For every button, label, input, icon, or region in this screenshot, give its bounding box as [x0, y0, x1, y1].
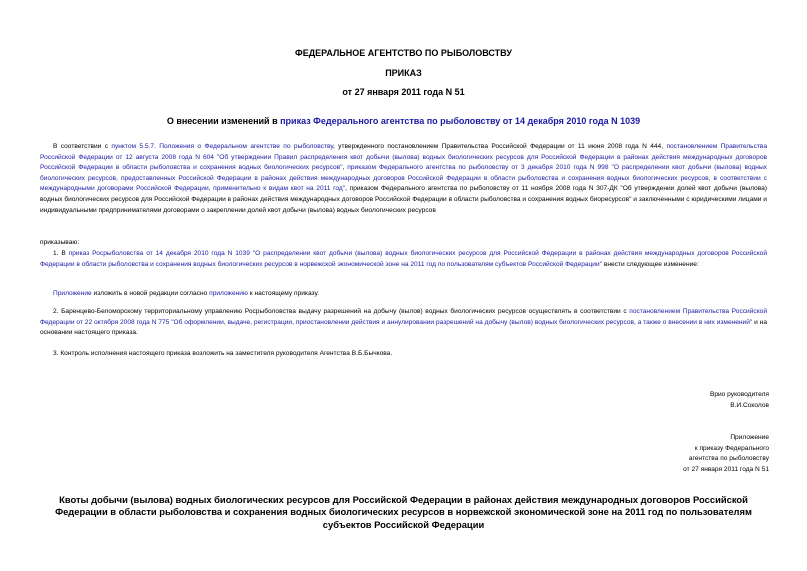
item-1-sub-text-1: изложить в новой редакции согласно — [91, 290, 210, 297]
preamble-link-regulation[interactable]: пунктом 5.5.7. Положения о Федеральном агентстве по рыболовству — [111, 143, 333, 150]
appendix-ref-line-2: к приказу Федерального — [694, 444, 769, 452]
preamble-text-1: В соответствии с — [53, 143, 112, 150]
title-link[interactable]: приказ Федерального агентства по рыболовству от 14 декабря 2010 года N 1039 — [280, 116, 641, 126]
appendix-reference — [683, 433, 769, 475]
item-1-sub-text-2: к настоящему приказу. — [247, 290, 319, 297]
appendix-title: Квоты добычи (вылова) водных биологических ресурсов для Российской Федерации в районах действия международных договоров Российской Федерации в области рыболовства и сохранения водных биологических ресурсов в норвежской экономической зоне на 2011 год по пользователям субъектов Российской Федерации — [55, 494, 752, 530]
preamble-text-4: , приказом Федерального агентства по рыболовству от 11 ноября 2008 года N 307-ДК "Об утверждении долей квот добычи (вылова) водных биологических ресурсов для Российской Федерации в районах действия международных договоров Российской Федерации в области рыболовства и сохранения водных биоресурсов" и заключенными с юридическими лицами и индивидуальными предпринимателями договорами о закреплении долей квот добычи (вылова) водных биологических ресурсов — [40, 185, 767, 214]
item-2-text-2: и на основании настоящего приказа. — [40, 318, 767, 337]
document-title — [0, 116, 807, 126]
title-prefix: О внесении изменений в — [166, 116, 281, 126]
item-1-sub-paragraph — [40, 289, 767, 300]
agency-heading: ФЕДЕРАЛЬНОЕ АГЕНТСТВО ПО РЫБОЛОВСТВУ — [295, 48, 512, 58]
item-2-text-1: 2. Баренцево-Беломорскому территориальному управлению Росрыболовства выдачу разрешений на добычу (вылов) водных биологических ресурсов осуществлять в соответствии с — [53, 308, 630, 315]
item-1-text-2: внести следующее изменение: — [602, 260, 699, 268]
appendix-ref-line-3: агентства по рыболовству — [688, 455, 769, 462]
order-word: приказываю: — [40, 239, 80, 246]
date-number-heading: от 27 января 2011 года N 51 — [342, 87, 465, 97]
item-1-text-1: 1. В — [53, 250, 69, 257]
preamble-text-3: , — [342, 164, 348, 172]
signature-block — [710, 390, 769, 411]
item-2-link-resolution-775[interactable]: постановлением Правительства Российской Федерации от 22 октября 2008 года N 775 "Об оформлении, выдаче, регистрации, приостановлении действия и аннулировании разрешений на добычу (вылов) водных биологических ресурсов, а также о внесении в них изменений" — [40, 308, 768, 326]
preamble-link-resolution-604[interactable]: постановлением Правительства Российской Федерации от 12 августа 2008 года N 604 "Об утверждении Правил распределения квот добычи (вылова) водных биологических ресурсов для Российской Федерации в районах действия международных договоров Российской Федерации в области рыболовства и сохранения водных биологических ресурсов" — [40, 143, 768, 172]
appendix-link-2[interactable]: приложению — [209, 290, 248, 297]
signature-name: В.И.Соколов — [730, 401, 769, 409]
appendix-ref-line-4: от 27 января 2011 года N 51 — [683, 465, 769, 473]
item-1-paragraph — [40, 249, 767, 270]
preamble-link-order-998[interactable]: приказом Федерального агентства по рыболовству от 3 декабря 2010 года N 998 "О распределении квот добычи (вылова) водных биологических ресурсов, предоставленных Российской Федерации в районах действия международных договоров Российской Федерации в области рыболовства и сохранения водных биологических ресурсов, в соответствии с международными договорами Российской Федерации, применительно к видам квот на 2011 год" — [40, 164, 767, 193]
item-3-paragraph: 3. Контроль исполнения настоящего приказа возложить на заместителя руководителя Агентства В.Б.Бычкова. — [53, 350, 393, 357]
preamble-paragraph — [40, 142, 767, 216]
signature-position: Врио руководителя — [709, 391, 769, 398]
item-1-link-order-1039[interactable]: приказ Росрыболовства от 14 декабря 2010 года N 1039 "О распределении квот добычи (вылова) водных биологических ресурсов для Российской Федерации в районах действия международных договоров Российской Федерации в области рыболовства и сохранения водных биологических ресурсов в норвежской экономической зоне на 2011 год по пользователям субъектов Российской Федерации" — [40, 250, 768, 268]
appendix-link[interactable]: Приложение — [53, 290, 92, 297]
item-2-paragraph — [40, 307, 767, 339]
appendix-ref-line-1: Приложение — [730, 434, 769, 441]
preamble-text-2: , утвержденного постановлением Правительства Российской Федерации от 11 июня 2008 года N 444, — [332, 143, 667, 150]
doc-type-heading: ПРИКАЗ — [385, 68, 422, 78]
